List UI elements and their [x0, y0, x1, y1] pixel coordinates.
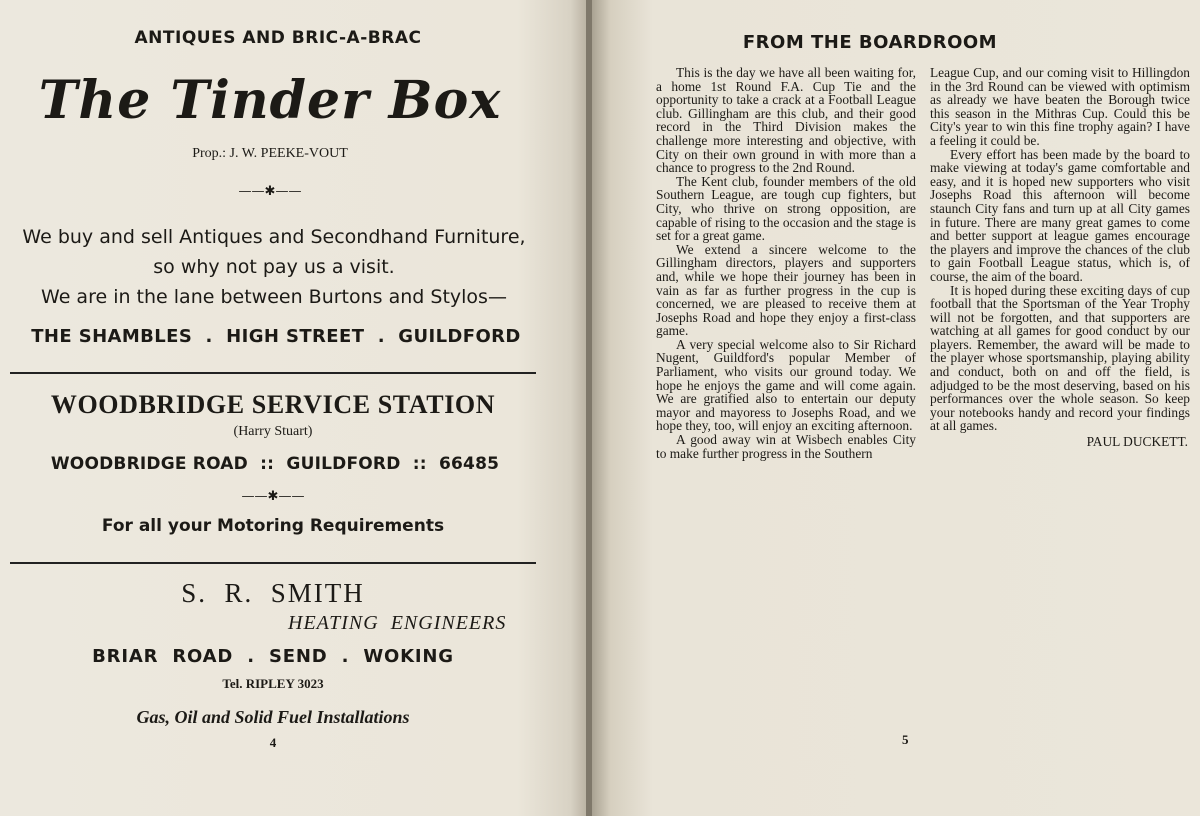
woodbridge-tagline: For all your Motoring Requirements	[101, 516, 445, 536]
antiques-body	[0, 222, 548, 312]
article-paragraph: This is the day we have all been waiting for, a home 1st Round F.A. Cup Tie and the opportunity to take a crack at a Football League club. Gillingham are this club, and their good record in the Third Division makes the challenge more interesting and objective, with City on their own ground in with more than a chance to progress to the 2nd Round.	[656, 65, 916, 176]
antiques-line: We are in the lane between Burtons and Stylos—	[41, 286, 507, 308]
antiques-heading: ANTIQUES AND BRIC-A-BRAC	[134, 28, 422, 48]
author-signature: PAUL DUCKETT.	[1086, 434, 1188, 450]
article-paragraph: A good away win at Wisbech enables City to make further progress in the Southern	[656, 432, 916, 461]
article-paragraph: It is hoped during these exciting days of cup football that the Sportsman of the Year Trophy will not be forgotten, and that supporters are watching at all games for good conduct by our players. Remember, the award will be made to the player whose sportsmanship, playing ability and conduct, both on and off the field, is adjudged to be the most deserving, based on his performances over the whole season. So keep your notebooks handy and record your findings at all games.	[930, 282, 1190, 434]
article-paragraph: League Cup, and our coming visit to Hillingdon in the 3rd Round can be viewed with optimism as already we have beaten the Borough twice this season in the Mithras Cup. Could this be City's year to win this fine trophy again? I have a feeling it could be.	[930, 65, 1190, 148]
divider-rule	[10, 372, 536, 374]
smith-telephone: Tel. RIPLEY 3023	[222, 676, 324, 691]
article-paragraph: Every effort has been made by the board to make viewing at today's game comfortable and easy, and it is hoped new supporters who visit Josephs Road this afternoon will become staunch City fans and turn up at all City games in future. There are many great games to come and better support at league games encourage the players and improve the chances of the club to gain Football League status, which is, of course, the aim of the board.	[930, 146, 1190, 284]
antiques-line: so why not pay us a visit.	[153, 256, 395, 278]
article-paragraph: We extend a sincere welcome to the Gillingham directors, players and supporters and, while we hope their journey has been in vain as far as further progress in the cup is concerned, we are pleased to receive them at Josephs Road and hope they enjoy a first-class game.	[656, 241, 916, 339]
right-page	[592, 0, 1200, 816]
ornament-divider: ——✱——	[241, 489, 305, 504]
smith-address: BRIAR ROAD . SEND . WOKING	[92, 646, 454, 667]
article-column-1	[656, 66, 916, 460]
proprietor-line: Prop.: J. W. PEEKE-VOUT	[192, 146, 348, 161]
tinder-box-logo: The Tinder Box	[38, 70, 502, 131]
woodbridge-subtitle: (Harry Stuart)	[233, 424, 313, 439]
page-number-left: 4	[269, 735, 277, 750]
smith-trade: HEATING ENGINEERS	[288, 612, 507, 634]
smith-services: Gas, Oil and Solid Fuel Installations	[136, 707, 410, 727]
article-paragraph: A very special welcome also to Sir Richard Nugent, Guildford's popular Member of Parliament, who visits our ground today. We hope he enjoys the game and will come again. We are gratified also to entertain our deputy mayor and mayoress to Josephs Road, and we hope they, too, will enjoy an exciting afternoon.	[656, 336, 916, 434]
shambles-address: THE SHAMBLES . HIGH STREET . GUILDFORD	[31, 326, 521, 347]
woodbridge-title: WOODBRIDGE SERVICE STATION	[50, 390, 496, 419]
smith-name: S. R. SMITH	[181, 578, 365, 608]
boardroom-heading: FROM THE BOARDROOM	[742, 32, 998, 53]
antiques-line: We buy and sell Antiques and Secondhand Furniture,	[22, 226, 526, 248]
article-column-2	[930, 66, 1190, 449]
ornament-divider: ——✱——	[238, 184, 302, 199]
page-number-right: 5	[902, 732, 909, 747]
article-paragraph: The Kent club, founder members of the old Southern League, are tough cup fighters, but City, who thrive on strong opposition, are capable of rising to the occasion and the stage is set for a great game.	[656, 173, 916, 244]
left-page	[0, 0, 588, 816]
divider-rule	[10, 562, 536, 564]
woodbridge-address: WOODBRIDGE ROAD :: GUILDFORD :: 66485	[50, 454, 500, 474]
